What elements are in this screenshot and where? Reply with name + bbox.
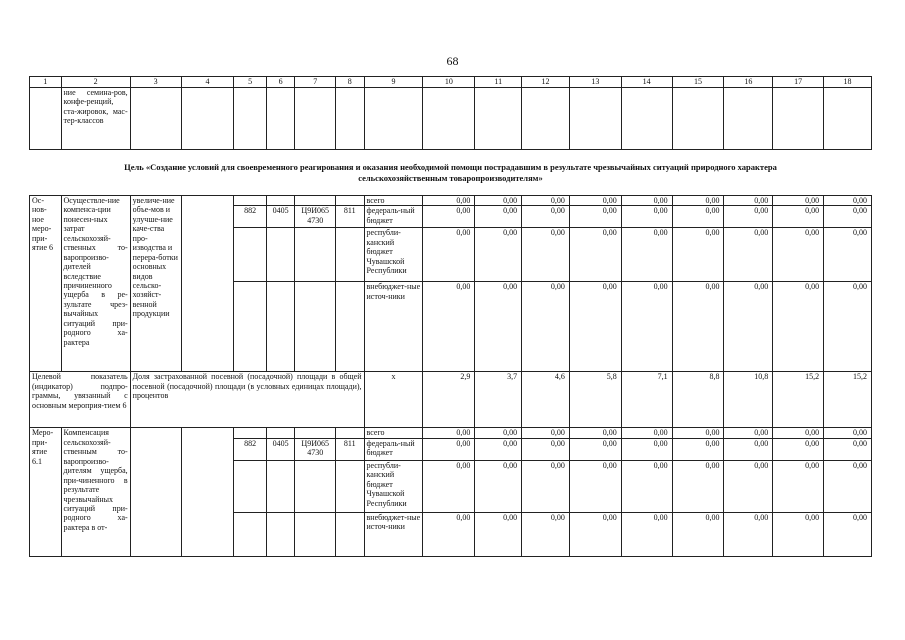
- value-cell: 0,00: [475, 206, 522, 228]
- value-cell: 0,00: [672, 282, 724, 372]
- cell-empty: [475, 88, 522, 150]
- continuation-row: [30, 88, 872, 150]
- column-number: 10: [423, 77, 475, 88]
- cell-empty: [266, 196, 294, 206]
- value-cell: 0,00: [773, 460, 824, 512]
- value-cell: 0,00: [824, 228, 872, 282]
- value-cell: 0,00: [423, 206, 475, 228]
- cell-empty: [824, 88, 872, 150]
- indicator-value: 4,6: [522, 372, 570, 428]
- column-number: 12: [522, 77, 570, 88]
- cell-empty: [336, 88, 364, 150]
- column-number: 3: [130, 77, 181, 88]
- indicator-value: 7,1: [621, 372, 672, 428]
- value-cell: 0,00: [522, 282, 570, 372]
- cell-empty: [621, 88, 672, 150]
- value-cell: 0,00: [475, 438, 522, 460]
- value-cell: 0,00: [773, 196, 824, 206]
- column-number: 16: [724, 77, 773, 88]
- goal-heading: Цель «Создание условий для своевременного реагирования и оказания необходимой помощи пострадавшим в результате чрезвычайных ситуаций природного характера сельскохозяйственным товаропроизводителям»: [30, 150, 872, 196]
- value-cell: 0,00: [522, 228, 570, 282]
- value-cell: 0,00: [672, 206, 724, 228]
- cell-empty: [295, 512, 336, 556]
- cell-empty: [234, 228, 267, 282]
- cell-empty: [724, 88, 773, 150]
- continuation-text: ние семина-ров, конфе-ренций, ста-жировок, мас-тер-классов: [61, 88, 130, 150]
- grbs-code: 882: [234, 206, 267, 228]
- cell-empty: [336, 196, 364, 206]
- value-cell: 0,00: [569, 206, 621, 228]
- indicator-row: [30, 372, 872, 428]
- value-cell: 0,00: [423, 460, 475, 512]
- value-cell: 0,00: [672, 460, 724, 512]
- column-number: 14: [621, 77, 672, 88]
- cell-empty: [266, 228, 294, 282]
- cell-empty: [234, 428, 267, 438]
- value-cell: 0,00: [724, 282, 773, 372]
- value-cell: 0,00: [522, 512, 570, 556]
- indicator-value: 5,8: [569, 372, 621, 428]
- indicator-value: 2,9: [423, 372, 475, 428]
- cell-empty: [181, 428, 234, 556]
- cell-empty: [295, 228, 336, 282]
- column-number: 11: [475, 77, 522, 88]
- rzpr-code: 0405: [266, 438, 294, 460]
- measure61-title: Компенсация сельскохозяй-ственным то-варопроизво-дителям ущерба, при-чиненного в результате чрезвычайных ситуаций при-родного ха-рактера в от-: [61, 428, 130, 556]
- source-label: внебюджет-ные источ-ники: [364, 282, 423, 372]
- cell-empty: [234, 512, 267, 556]
- value-cell: 0,00: [621, 512, 672, 556]
- value-cell: 0,00: [621, 196, 672, 206]
- value-cell: 0,00: [773, 428, 824, 438]
- indicator-value: 15,2: [824, 372, 872, 428]
- value-cell: 0,00: [621, 228, 672, 282]
- value-cell: 0,00: [824, 282, 872, 372]
- value-cell: 0,00: [724, 460, 773, 512]
- goal-row: [30, 150, 872, 196]
- column-number: 15: [672, 77, 724, 88]
- value-cell: 0,00: [423, 512, 475, 556]
- value-cell: 0,00: [773, 206, 824, 228]
- cell-empty: [423, 88, 475, 150]
- column-number: 8: [336, 77, 364, 88]
- value-cell: 0,00: [824, 196, 872, 206]
- value-cell: 0,00: [569, 438, 621, 460]
- value-cell: 0,00: [569, 428, 621, 438]
- source-label: всего: [364, 196, 423, 206]
- value-cell: 0,00: [724, 228, 773, 282]
- column-number: 4: [181, 77, 234, 88]
- column-number: 2: [61, 77, 130, 88]
- value-cell: 0,00: [672, 428, 724, 438]
- value-cell: 0,00: [724, 438, 773, 460]
- cell-empty: [234, 460, 267, 512]
- cell-empty: [336, 460, 364, 512]
- value-cell: 0,00: [824, 438, 872, 460]
- cell-empty: [522, 88, 570, 150]
- cell-empty: [569, 88, 621, 150]
- csr-code: Ц9И065 4730: [295, 438, 336, 460]
- source-label: федераль-ный бюджет: [364, 438, 423, 460]
- cell-empty: [336, 282, 364, 372]
- value-cell: 0,00: [724, 206, 773, 228]
- cell-empty: [234, 282, 267, 372]
- value-cell: 0,00: [423, 428, 475, 438]
- value-cell: 0,00: [672, 196, 724, 206]
- cell-empty: [130, 88, 181, 150]
- value-cell: 0,00: [773, 512, 824, 556]
- table-body: [30, 77, 872, 557]
- value-cell: 0,00: [522, 428, 570, 438]
- indicator-value: 10,8: [724, 372, 773, 428]
- source-label: республи-канский бюджет Чувашской Республики: [364, 460, 423, 512]
- value-cell: 0,00: [569, 282, 621, 372]
- cell-empty: [773, 88, 824, 150]
- value-cell: 0,00: [672, 228, 724, 282]
- column-number: 6: [266, 77, 294, 88]
- cell-empty: [181, 88, 234, 150]
- value-cell: 0,00: [773, 438, 824, 460]
- cell-empty: [364, 88, 423, 150]
- cell-empty: [336, 512, 364, 556]
- value-cell: 0,00: [522, 438, 570, 460]
- measure6-goal: увеличе-ние объе-мов и улучше-ние каче-ства про-изводства и перера-ботки основных видов сельско-хозяйст-венной продукции: [130, 196, 181, 372]
- value-cell: 0,00: [475, 196, 522, 206]
- value-cell: 0,00: [621, 428, 672, 438]
- source-label: внебюджет-ные источ-ники: [364, 512, 423, 556]
- value-cell: 0,00: [672, 512, 724, 556]
- indicator-value: 15,2: [773, 372, 824, 428]
- measure6-row-total: [30, 196, 872, 206]
- indicator-unit: x: [364, 372, 423, 428]
- cell-empty: [266, 512, 294, 556]
- rzpr-code: 0405: [266, 206, 294, 228]
- value-cell: 0,00: [475, 282, 522, 372]
- value-cell: 0,00: [724, 428, 773, 438]
- measure61-number: Меро-при-ятие 6.1: [30, 428, 62, 556]
- column-number: 17: [773, 77, 824, 88]
- cell-empty: [266, 460, 294, 512]
- value-cell: 0,00: [621, 282, 672, 372]
- cell-empty: [295, 460, 336, 512]
- value-cell: 0,00: [569, 460, 621, 512]
- value-cell: 0,00: [423, 438, 475, 460]
- value-cell: 0,00: [423, 282, 475, 372]
- value-cell: 0,00: [621, 438, 672, 460]
- value-cell: 0,00: [475, 512, 522, 556]
- cell-empty: [266, 88, 294, 150]
- source-label: федераль-ный бюджет: [364, 206, 423, 228]
- source-label: всего: [364, 428, 423, 438]
- value-cell: 0,00: [773, 228, 824, 282]
- cell-empty: [336, 228, 364, 282]
- value-cell: 0,00: [824, 512, 872, 556]
- cell-empty: [234, 196, 267, 206]
- column-number: 13: [569, 77, 621, 88]
- cell-empty: [672, 88, 724, 150]
- indicator-text: Доля застрахованной посевной (посадочной) площади в общей посевной (посадочной) площади (в условных единицах площади), процентов: [130, 372, 364, 428]
- value-cell: 0,00: [621, 206, 672, 228]
- vr-code: 811: [336, 438, 364, 460]
- column-number: 1: [30, 77, 62, 88]
- indicator-label: Целевой показатель (индикатор) подпро-граммы, увязанный с основным мероприя-тием 6: [30, 372, 131, 428]
- cell-empty: [266, 428, 294, 438]
- value-cell: 0,00: [475, 460, 522, 512]
- measure6-number: Ос-нов-ное меро-при-ятие 6: [30, 196, 62, 372]
- cell-empty: [266, 282, 294, 372]
- cell-empty: [295, 88, 336, 150]
- indicator-value: 8,8: [672, 372, 724, 428]
- indicator-value: 3,7: [475, 372, 522, 428]
- column-number: 5: [234, 77, 267, 88]
- page-number: 68: [446, 54, 459, 68]
- value-cell: 0,00: [569, 196, 621, 206]
- value-cell: 0,00: [522, 460, 570, 512]
- value-cell: 0,00: [724, 512, 773, 556]
- measure6-title: Осуществле-ние компенса-ции понесен-ных затрат сельскохозяй-ственных то-варопроизво-дителей вследствие причиненного ущерба в ре-зультате чрез-вычайных ситуаций при-родного ха-рактера: [61, 196, 130, 372]
- measure61-row-total: [30, 428, 872, 438]
- column-number: 18: [824, 77, 872, 88]
- cell-empty: [295, 196, 336, 206]
- source-label: республи-канский бюджет Чувашской Республики: [364, 228, 423, 282]
- vr-code: 811: [336, 206, 364, 228]
- column-number-row: [30, 77, 872, 88]
- value-cell: 0,00: [522, 206, 570, 228]
- value-cell: 0,00: [824, 206, 872, 228]
- value-cell: 0,00: [522, 196, 570, 206]
- value-cell: 0,00: [475, 428, 522, 438]
- program-table: [29, 76, 872, 557]
- grbs-code: 882: [234, 438, 267, 460]
- value-cell: 0,00: [724, 196, 773, 206]
- value-cell: 0,00: [423, 228, 475, 282]
- value-cell: 0,00: [672, 438, 724, 460]
- value-cell: 0,00: [773, 282, 824, 372]
- csr-code: Ц9И065 4730: [295, 206, 336, 228]
- cell-empty: [295, 282, 336, 372]
- column-number: 9: [364, 77, 423, 88]
- column-number: 7: [295, 77, 336, 88]
- value-cell: 0,00: [569, 512, 621, 556]
- cell-empty: [336, 428, 364, 438]
- value-cell: 0,00: [824, 428, 872, 438]
- cell-empty: [30, 88, 62, 150]
- value-cell: 0,00: [475, 228, 522, 282]
- cell-empty: [295, 428, 336, 438]
- value-cell: 0,00: [621, 460, 672, 512]
- cell-empty: [181, 196, 234, 372]
- value-cell: 0,00: [569, 228, 621, 282]
- value-cell: 0,00: [824, 460, 872, 512]
- cell-empty: [234, 88, 267, 150]
- value-cell: 0,00: [423, 196, 475, 206]
- cell-empty: [130, 428, 181, 556]
